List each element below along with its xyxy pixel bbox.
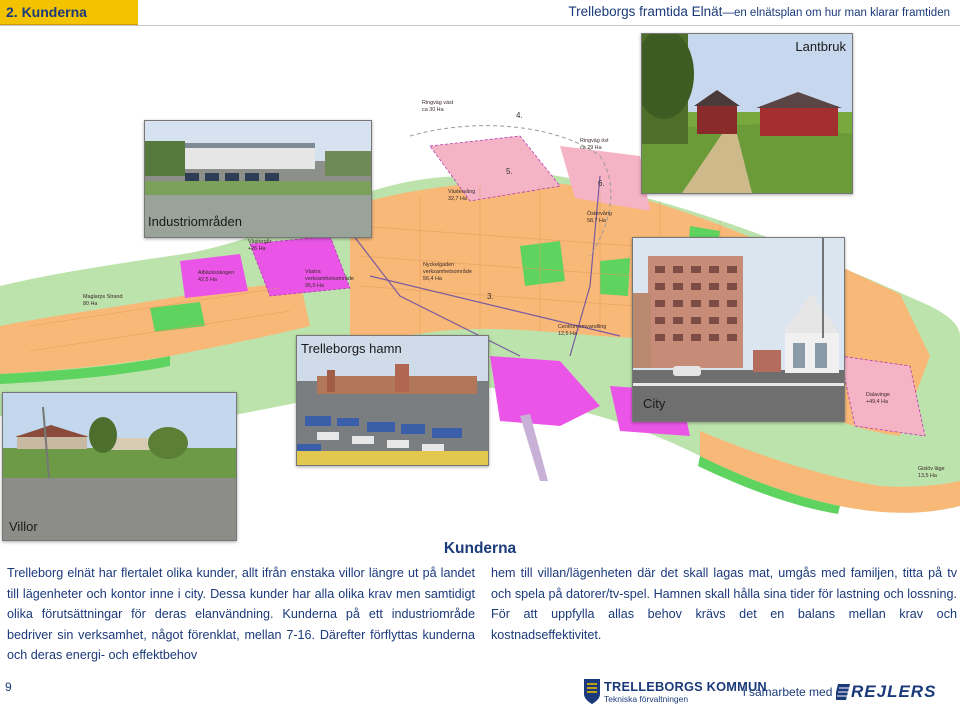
zoning-map	[0, 26, 960, 548]
svg-text:58,7 Ha: 58,7 Ha	[587, 218, 606, 224]
photo-hamn	[296, 335, 489, 466]
page-header	[0, 0, 960, 26]
svg-text:42,5 Ha: 42,5 Ha	[198, 277, 217, 283]
photo-city	[632, 237, 845, 422]
chapter-label: 2. Kunderna	[6, 4, 87, 20]
caption-hamn: Trelleborgs hamn	[301, 341, 402, 356]
svg-text:13,5 Ha: 13,5 Ha	[918, 473, 937, 479]
photo-industri	[144, 120, 372, 238]
caption-lantbruk: Lantbruk	[795, 39, 846, 54]
body-text-left: Trelleborg elnät har flertalet olika kunder, allt ifrån enstaka villor längre ut på landet till lägenheter och kontor inne i city. Dessa kunder har alla olika krav men samtidigt olika förutsättningar för deras elanvändning. Kunderna på ett industriområde bedriver sin verksamhet, något förenklat, mellan 7-16. Därefter förflyttas kunderna och deras energi- och effektbehov	[7, 566, 475, 663]
villa-scene	[3, 393, 236, 540]
svg-text:4.: 4.	[516, 111, 523, 120]
photo-villor	[2, 392, 237, 541]
svg-text:Maglarps Strand: Maglarps Strand	[83, 294, 123, 300]
svg-text:80 Ha: 80 Ha	[83, 301, 98, 307]
svg-text:Östervång: Östervång	[587, 211, 612, 217]
svg-text:3.: 3.	[487, 292, 494, 301]
farm-scene	[642, 34, 852, 193]
svg-text:verksamhetsområde: verksamhetsområde	[423, 269, 472, 275]
svg-text:Västervång: Västervång	[448, 189, 476, 195]
svg-text:Gislöv läge: Gislöv läge	[918, 466, 945, 472]
svg-text:Ringväg öst: Ringväg öst	[580, 138, 609, 144]
svg-text:Albäcksskogen: Albäcksskogen	[198, 270, 235, 276]
svg-text:Dalavinge: Dalavinge	[866, 392, 890, 398]
kommun-name: TRELLEBORGS KOMMUN	[604, 679, 767, 694]
svg-text:95,5 Ha: 95,5 Ha	[305, 283, 324, 289]
body-text-right: hem till villan/lägenheten där det skall lagas mat, umgås med familjen, titta på tv och spela på datorer/tv-spel. Hamnen skall hålla sina tider för lastning och lossning. För att uppfylla allas behov krävs det en balans mellan krav och kostnadseffektivitet.	[491, 566, 957, 642]
svg-text:12,5 Ha: 12,5 Ha	[558, 331, 577, 337]
svg-text:+49,4 Ha: +49,4 Ha	[866, 399, 889, 405]
document-title	[568, 4, 950, 19]
document-title-main: Trelleborgs framtida Elnät	[568, 4, 723, 19]
svg-text:+26 Ha: +26 Ha	[248, 246, 266, 252]
chapter-tab	[0, 0, 138, 26]
svg-text:Ringväg väst: Ringväg väst	[422, 100, 454, 106]
svg-text:6.: 6.	[598, 179, 605, 188]
page-number: 9	[5, 680, 12, 694]
photo-lantbruk	[641, 33, 853, 194]
caption-industri: Industriområden	[148, 214, 242, 229]
kommun-subtitle: Tekniska förvaltningen	[604, 694, 689, 704]
caption-villor: Villor	[9, 519, 38, 534]
city-scene	[633, 238, 844, 421]
svg-text:Västra: Västra	[305, 269, 321, 275]
svg-text:ca 30 Ha: ca 30 Ha	[422, 107, 444, 113]
document-title-sub: —en elnätsplan om hur man klarar framtiden	[722, 7, 950, 19]
svg-text:ca 29 Ha: ca 29 Ha	[580, 145, 602, 151]
rejlers-wordmark: REJLERS	[851, 682, 937, 701]
svg-text:32,7 Ha: 32,7 Ha	[448, 196, 467, 202]
svg-text:verksamhetsområde: verksamhetsområde	[305, 276, 354, 282]
svg-text:Västergår: Västergår	[248, 239, 272, 245]
svg-text:56,4 Ha: 56,4 Ha	[423, 276, 442, 282]
svg-text:Centrumomvandling: Centrumomvandling	[558, 324, 607, 330]
svg-text:5.: 5.	[506, 167, 513, 176]
partner-label: i samarbete med	[743, 685, 833, 699]
section-heading: Kunderna	[443, 540, 517, 557]
caption-city: City	[643, 396, 666, 411]
svg-text:Nyckelgaden: Nyckelgaden	[423, 262, 455, 268]
